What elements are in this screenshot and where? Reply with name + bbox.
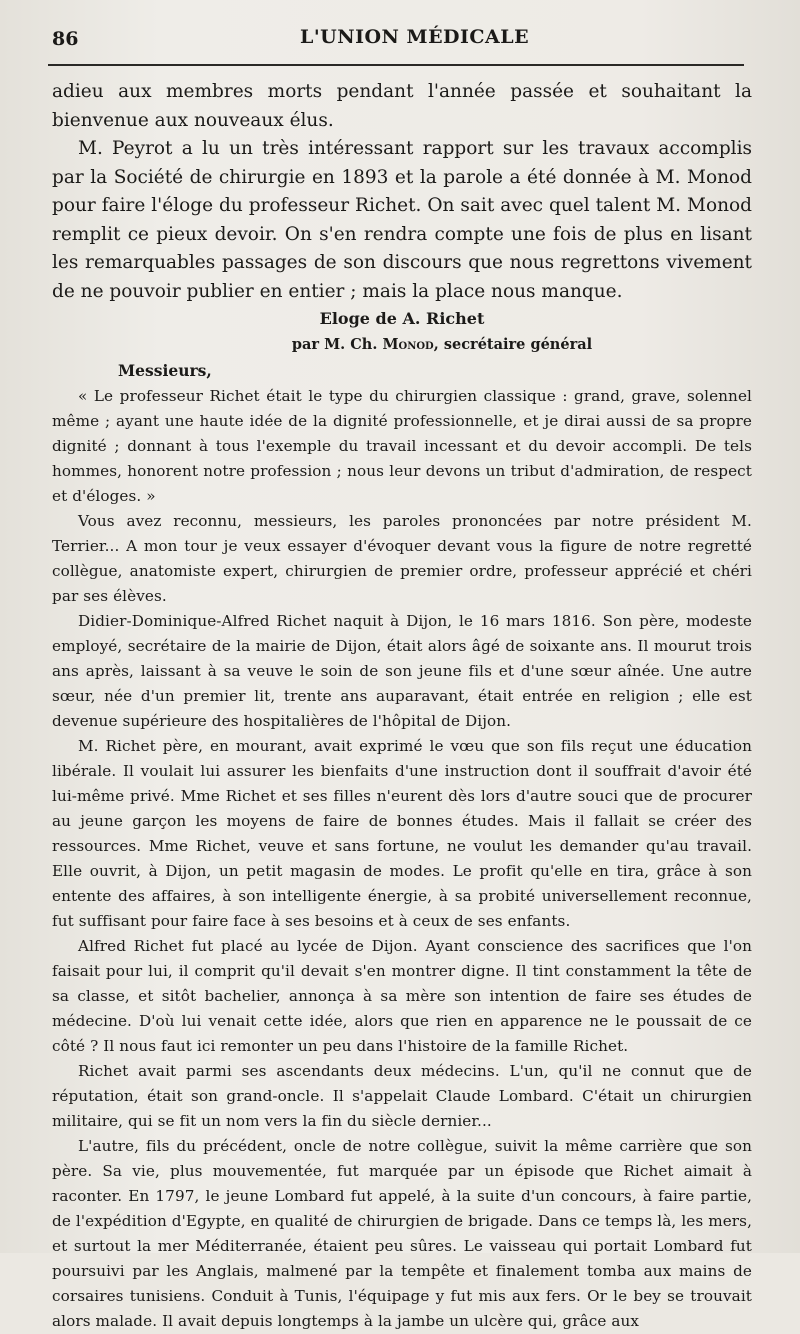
body-paragraph-4: M. Richet père, en mourant, avait exprimé le vœu que son fils reçut une éducation libérale. Il voulait lui assurer les bienfaits d'une instruction dont il souffrait d'avoir été lui-même privé. Mme Richet et ses filles n'eurent dès lors d'autre souci que de procurer au jeune garçon les moyens de faire de bonnes études. Mais il fallait se créer des ressources. Mme Richet, veuve et sans fortune, ne voulut les demander qu'au travail. Elle ouvrit, à Dijon, un petit magasin de modes. Le profit qu'elle en tira, grâce à son entente des affaires, à son intelligente énergie, à sa probité universellement reconnue, fut suffisant pour faire face à ses besoins et à ceux de ses enfants.	[52, 737, 752, 930]
page-number: 86	[52, 28, 79, 50]
page-header	[52, 22, 752, 62]
byline-role: secrétaire général	[443, 336, 593, 353]
intro-paragraph-2: M. Peyrot a lu un très intéressant rapport sur les travaux accomplis par la Société de chirurgie en 1893 et la parole a été donnée à M. Monod pour faire l'éloge du professeur Richet. On sait avec quel talent M. Monod remplit ce pieux devoir. On s'en rendra compte une fois de plus en lisant les remarquables passages de son discours que nous regrettons vivement de ne pouvoir publier en entier ; mais la place nous manque.	[52, 138, 752, 302]
body-paragraph-2: Vous avez reconnu, messieurs, les paroles prononcées par notre président M. Terrier... A mon tour je veux essayer d'évoquer devant vous la figure de notre regretté collègue, anatomiste expert, chirurgien de premier ordre, professeur apprécié et chéri par ses élèves.	[52, 512, 752, 605]
body-paragraph-1: « Le professeur Richet était le type du chirurgien classique : grand, grave, solennel même ; ayant une haute idée de la dignité professionnelle, et je dirai aussi de sa propre dignité ; donnant à tous l'exemple du travail incessant et du devoir accompli. De tels hommes, honorent notre profession ; nous leur devons un tribut d'admiration, de respect et d'éloges. »	[52, 387, 752, 505]
intro-paragraph-1: adieu aux membres morts pendant l'année passée et souhaitant la bienvenue aux nouveaux élus.	[52, 81, 752, 131]
section-title: Eloge de A. Richet	[319, 309, 485, 328]
body-paragraph-7: L'autre, fils du précédent, oncle de notre collègue, suivit la même carrière que son père. Sa vie, plus mouvementée, fut marquée par un épisode que Richet aimait à raconter. En 1797, le jeune Lombard fut appelé, à la suite d'un concours, à faire partie, de l'expédition d'Egypte, en qualité de chirurgien de brigade. Dans ce temps là, les mers, et surtout la mer Méditerranée, étaient peu sûres. Le vaisseau qui portait Lombard fut poursuivi par les Anglais, malmené par la tempête et finalement tomba aux mains de corsaires tunisiens. Conduit à Tunis, l'équipage y fut mis aux fers. Or le bey se trouvait alors malade. Il avait depuis longtemps à la jambe un ulcère qui, grâce aux	[52, 1137, 752, 1330]
header-rule	[48, 64, 744, 66]
journal-title: L'UNION MÉDICALE	[300, 26, 530, 48]
body-paragraph-6: Richet avait parmi ses ascendants deux médecins. L'un, qu'il ne connut que de réputation, était son grand-oncle. Il s'appelait Claude Lombard. C'était un chirurgien militaire, qui se fit un nom vers la fin du siècle dernier...	[52, 1062, 752, 1130]
salutation: Messieurs,	[118, 361, 212, 380]
body-paragraph-3: Didier-Dominique-Alfred Richet naquit à Dijon, le 16 mars 1816. Son père, modeste employé, secrétaire de la mairie de Dijon, était alors âgé de soixante ans. Il mourut trois ans après, laissant à sa veuve le soin de son jeune fils et d'une sœur aînée. Une autre sœur, née d'un premier lit, trente ans auparavant, était entrée en religion ; elle est devenue supérieure des hospitalières de l'hôpital de Dijon.	[52, 612, 752, 730]
byline-prefix: par M. Ch.	[291, 336, 378, 353]
byline-author: Monod,	[382, 336, 439, 353]
byline	[52, 332, 752, 358]
body-paragraph-5: Alfred Richet fut placé au lycée de Dijon. Ayant conscience des sacrifices que l'on faisait pour lui, il comprit qu'il devait s'en montrer digne. Il tint constamment la tête de sa classe, et sitôt bachelier, annonça à sa mère son intention de faire ses études de médecine. D'où lui venait cette idée, alors que rien en apparence ne le poussait de ce côté ? Il nous faut ici remonter un peu dans l'histoire de la famille Richet.	[52, 937, 752, 1055]
text-column	[52, 78, 752, 1334]
